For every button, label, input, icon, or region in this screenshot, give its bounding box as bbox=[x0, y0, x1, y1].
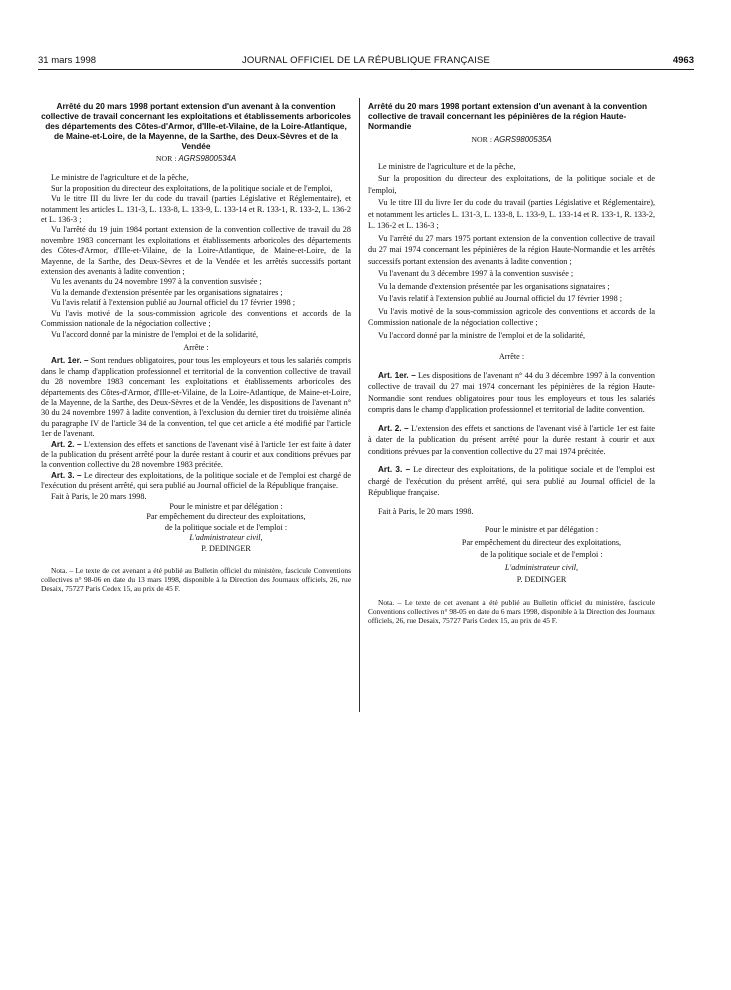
signoff: Fait à Paris, le 20 mars 1998. bbox=[378, 506, 474, 516]
visa-paragraph: Vu l'avis relatif à l'extension publié au Journal officiel du 17 février 1998 ; bbox=[51, 298, 295, 308]
article-label: Art. 3. – bbox=[51, 470, 82, 480]
signature-line: Par empêchement du directeur des exploitations, bbox=[146, 512, 306, 522]
page-number: 4963 bbox=[672, 55, 694, 66]
article-text: Le directeur des exploitations, de la politique sociale et de l'emploi est chargé de l'exécution du présent arrêté, qui sera publié au Journal officiel de la République française. bbox=[368, 465, 655, 497]
article-paragraph bbox=[41, 356, 351, 439]
visa-paragraph: Vu les avenants du 24 novembre 1997 à la convention susvisée ; bbox=[51, 277, 262, 287]
right-column bbox=[368, 101, 655, 626]
nor-label: NOR : bbox=[471, 135, 492, 144]
article-text: Le directeur des exploitations, de la politique sociale et de l'emploi est chargé de l'exécution du présent arrêté, qui sera publié au Journal officiel de la République française. bbox=[41, 470, 351, 491]
page-header bbox=[38, 55, 694, 69]
column-separator bbox=[359, 98, 360, 712]
signatory-role: L'administrateur civil, bbox=[189, 533, 263, 543]
signatory-role: L'administrateur civil, bbox=[504, 562, 579, 572]
nor-label: NOR : bbox=[155, 154, 177, 163]
issue-date: 31 mars 1998 bbox=[38, 55, 97, 66]
visa-paragraph: Sur la proposition du directeur des exploitations, de la politique sociale et de l'emploi, bbox=[368, 174, 655, 195]
article-label: Art. 1er. – bbox=[51, 356, 89, 366]
header-rule bbox=[38, 69, 694, 70]
article-text: Les dispositions de l'avenant n° 44 du 3 décembre 1997 à la convention collective de travail du 27 mai 1974 concernant les pépinières de la région Haute-Normandie sont rendues obligatoires pour tous les employeurs et tous les salariés compris dans le champ d'application professionnel et territorial de ladite convention. bbox=[368, 370, 655, 414]
visa-paragraph: Vu la demande d'extension présentée par les organisations signataires ; bbox=[51, 287, 283, 297]
nor-code: AGRS9800535A bbox=[493, 135, 552, 144]
visa-paragraph: Vu l'avenant du 3 décembre 1997 à la convention susvisée ; bbox=[378, 269, 574, 278]
visa-paragraph: Vu la demande d'extension présentée par les organisations signataires ; bbox=[378, 281, 610, 291]
nota-note: Nota. – Le texte de cet avenant a été publié au Bulletin officiel du ministère, fascicule Conventions collectives n° 98-05 en date du 6 mars 1998, disponible à la Direction des Journaux officiels, 26, rue Desaix, 75727 Paris Cedex 15, au prix de 45 F. bbox=[368, 597, 655, 625]
article-text: L'extension des effets et sanctions de l'avenant visé à l'article 1er est faite à dater de la publication du présent arrêté pour la durée restant à courir et aux conditions prévues par la convention collective du 28 novembre 1983 précitée. bbox=[41, 439, 351, 470]
nor-reference bbox=[368, 134, 655, 146]
arrete-heading: Arrête : bbox=[498, 352, 525, 361]
decree-title: Arrêté du 20 mars 1998 portant extension d'un avenant à la convention collective de travail concernant les exploitations et établissements arboricoles des départements des Côtes-d'Armor, d'Ille-et-Vilaine, de la Loire-Atlantique, de Maine-et-Loire, de la Mayenne, de la Sarthe, des Deux-Sèvres et de la Vendée bbox=[41, 101, 351, 151]
article-label: Art. 3. – bbox=[378, 465, 411, 474]
signature-line: Pour le ministre et par délégation : bbox=[484, 525, 599, 534]
visa-paragraph: Vu l'arrêté du 27 mars 1975 portant extension de la convention collective de travail du 27 mai 1974 concernant les pépinières de la région Haute-Normandie et les arrêtés successifs portant extension des avenants à ladite convention ; bbox=[368, 233, 655, 266]
signature-line: Pour le ministre et par délégation : bbox=[169, 502, 283, 511]
visa-paragraph: Vu le titre III du livre Ier du code du travail (parties Législative et Réglementaire), et notamment les articles L. 131-3, L. 133-8, L. 133-9, L. 133-14 et R. 133-1, R. 133-2, L. 136-2 et L. 136-3 ; bbox=[368, 198, 655, 230]
article-paragraph bbox=[368, 423, 655, 458]
visa-paragraph: Le ministre de l'agriculture et de la pêche, bbox=[51, 173, 189, 183]
article-label: Art. 2. – bbox=[51, 439, 82, 449]
signatory-name: P. DEDINGER bbox=[516, 575, 567, 584]
journal-title: JOURNAL OFFICIEL DE LA RÉPUBLIQUE FRANÇAISE bbox=[241, 55, 491, 66]
nota-note: Nota. – Le texte de cet avenant a été publié au Bulletin officiel du ministère, fascicule Conventions collectives n° 98-06 en date du 13 mars 1998, disponible à la Direction des Journaux officiels, 26, rue Desaix, 75727 Paris Cedex 15, au prix de 45 F. bbox=[41, 566, 351, 594]
article-paragraph bbox=[41, 471, 351, 492]
article-label: Art. 2. – bbox=[378, 423, 409, 433]
signature-line: Par empêchement du directeur des exploitations, bbox=[461, 537, 622, 547]
visa-paragraph: Vu l'accord donné par la ministre de l'emploi et de la solidarité, bbox=[378, 330, 586, 340]
decree-title: Arrêté du 20 mars 1998 portant extension d'un avenant à la convention collective de travail concernant les pépinières de la région Haute-Normandie bbox=[368, 101, 648, 131]
visa-paragraph: Vu l'accord donné par la ministre de l'emploi et de la solidarité, bbox=[51, 329, 259, 339]
signature-line: de la politique sociale et de l'emploi : bbox=[480, 550, 603, 559]
nor-code: AGRS9800534A bbox=[178, 154, 237, 163]
visa-paragraph: Vu l'avis motivé de la sous-commission agricole des conventions et accords de la Commission nationale de la négociation collective ; bbox=[368, 306, 655, 327]
visa-paragraph: Sur la proposition du directeur des exploitations, de la politique sociale et de l'emploi, bbox=[51, 183, 333, 193]
article-text: Sont rendues obligatoires, pour tous les employeurs et tous les salariés compris dans le champ d'application professionnel et territorial de la convention collective de travail du 28 novembre 1983 concernant les exploitations et établissements arboricoles des départements des Côtes-d'Armor, d'Ille-et-Vilaine, de la Loire-Atlantique, de Maine-et-Loire, de la Mayenne, de la Sarthe, des Deux-Sèvres et de la Vendée, les dispositions de l'avenant n° 30 du 24 novembre 1997 à ladite convention, à l'exclusion du dernier tiret du troisième alinéa du paragraphe IV de l'article 34 de la convention, tel que cet article a été modifié par l'article 1er de l'avenant. bbox=[41, 356, 352, 439]
article-text: L'extension des effets et sanctions de l'avenant visé à l'article 1er est faite à dater de la publication du présent arrêté pour la durée restant à courir et aux conditions prévues par la convention collective du 27 mai 1974 précitée. bbox=[368, 423, 655, 456]
article-paragraph bbox=[368, 370, 655, 416]
left-column bbox=[41, 101, 351, 594]
signoff: Fait à Paris, le 20 mars 1998. bbox=[51, 491, 147, 501]
visa-paragraph: Vu l'arrêté du 19 juin 1984 portant extension de la convention collective de travail du 28 novembre 1983 concernant les exploitations et établissements arboricoles des départements des Côtes-d'Armor, d'Ille-et-Vilaine, de la Loire-Atlantique, de Maine-et-Loire, de la Mayenne, de la Sarthe, des Deux-Sèvres et de la Vendée et les arrêtés successifs portant extension des avenants à ladite convention ; bbox=[41, 225, 351, 277]
signatory-name: P. DEDINGER bbox=[201, 543, 251, 553]
article-label: Art. 1er. – bbox=[378, 370, 416, 380]
nor-reference bbox=[41, 154, 351, 164]
signature-line: de la politique sociale et de l'emploi : bbox=[164, 522, 288, 532]
article-paragraph bbox=[368, 464, 655, 499]
visa-paragraph: Vu le titre III du livre Ier du code du travail (parties Législative et Réglementaire), et notamment les articles L. 131-3, L. 133-8, L. 133-9, L. 133-14 et R. 133-1, R. 133-2, L. 136-2 et L. 136-3 ; bbox=[41, 194, 351, 225]
visa-paragraph: Vu l'avis motivé de la sous-commission agricole des conventions et accords de la Commission nationale de la négociation collective ; bbox=[41, 308, 351, 329]
arrete-heading: Arrête : bbox=[183, 342, 209, 352]
spacer bbox=[368, 342, 655, 348]
article-paragraph bbox=[41, 440, 351, 471]
visa-paragraph: Le ministre de l'agriculture et de la pêche, bbox=[378, 161, 516, 171]
visa-paragraph: Vu l'avis relatif à l'extension publié au Journal officiel du 17 février 1998 ; bbox=[378, 294, 622, 303]
